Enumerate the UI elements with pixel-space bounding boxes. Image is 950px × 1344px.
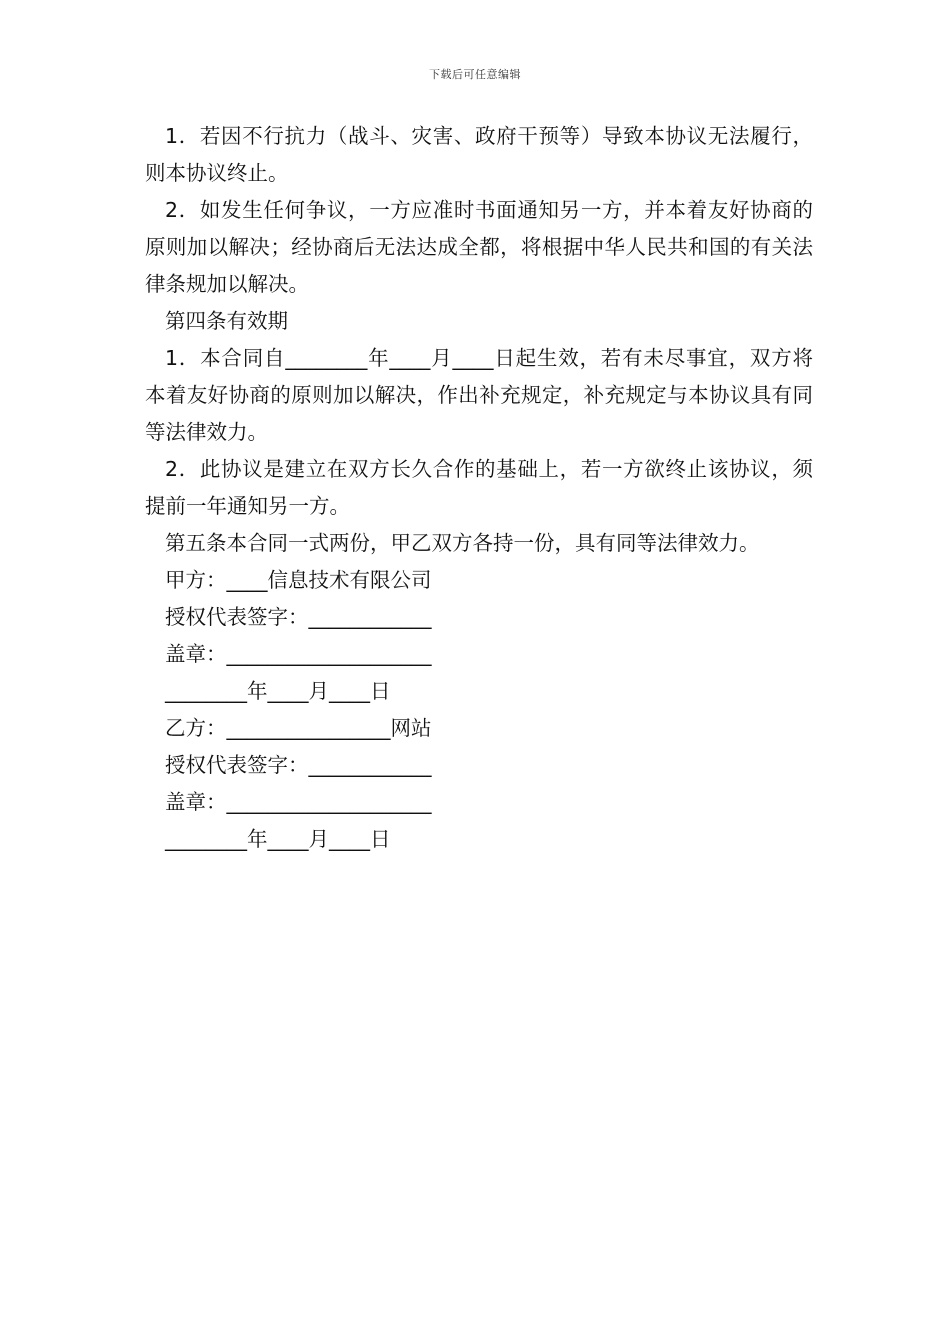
party-a-seal: 盖章：____________________ bbox=[165, 642, 432, 666]
party-a-name: 甲方：____信息技术有限公司 bbox=[165, 568, 432, 592]
party-a-block bbox=[145, 562, 813, 710]
party-a-signature: 授权代表签字：____________ bbox=[165, 605, 432, 629]
clause-effective-date: 1．本合同自________年____月____日起生效，若有未尽事宜，双方将本着友好协商的原则加以解决，作出补充规定，补充规定与本协议具有同等法律效力。 bbox=[145, 346, 813, 444]
party-a-date: ________年____月____日 bbox=[165, 679, 391, 703]
section-copies: 第五条本合同一式两份，甲乙双方各持一份，具有同等法律效力。 bbox=[165, 531, 760, 555]
party-b-name: 乙方：________________网站 bbox=[165, 716, 432, 740]
clause-force-majeure: 1．若因不行抗力（战斗、灾害、政府干预等）导致本协议无法履行，则本协议终止。 bbox=[145, 124, 813, 185]
party-b-block bbox=[145, 710, 813, 858]
party-b-seal: 盖章：____________________ bbox=[165, 790, 432, 814]
clause-termination-notice: 2．此协议是建立在双方长久合作的基础上，若一方欲终止该协议，须提前一年通知另一方。 bbox=[145, 457, 813, 518]
party-b-signature: 授权代表签字：____________ bbox=[165, 753, 432, 777]
page-header-watermark: 下载后可任意编辑 bbox=[429, 68, 521, 81]
clause-dispute-resolution: 2．如发生任何争议，一方应准时书面通知另一方，并本着友好协商的原则加以解决；经协商后无法达成全都，将根据中华人民共和国的有关法律条规加以解决。 bbox=[145, 198, 813, 296]
section-heading-validity: 第四条有效期 bbox=[165, 309, 288, 333]
document-body bbox=[145, 118, 813, 858]
party-b-date: ________年____月____日 bbox=[165, 827, 391, 851]
